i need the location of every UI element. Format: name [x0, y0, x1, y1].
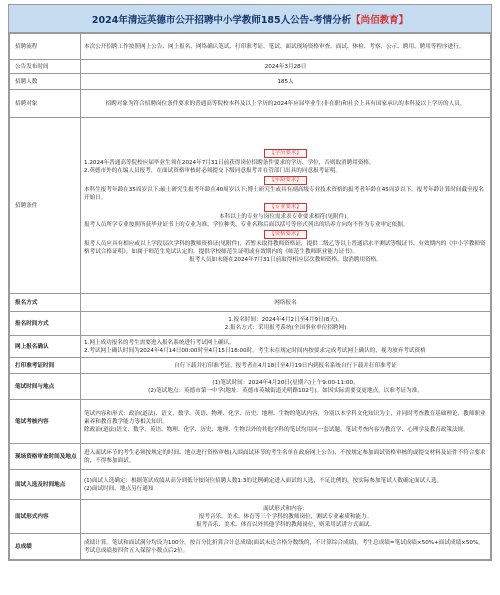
conditions-cell	[81, 118, 491, 294]
row-value: 185人	[81, 74, 491, 90]
paragraph: 面试形式和内容：	[263, 505, 308, 512]
row-label: 招聘条件	[10, 118, 81, 294]
section-heading: 【年龄要求】	[264, 176, 306, 185]
table-row	[10, 312, 491, 336]
interview-form-cell	[81, 500, 491, 534]
table-row	[10, 90, 491, 118]
page-title	[9, 5, 491, 33]
row-value: 成绩计算。笔试和面试满分均设为100分，按百分比折算合计总成绩(面试未达合格分数线的，不计算综合成绩)。考生总成绩=笔试成绩×50%+面试成绩×50%。考试总成绩按四舍五入保留小数点后2位。	[81, 534, 491, 560]
paragraph: 报考人员所学专业按照所获毕业证书上的专业为准，学位种类、专业名称后面以括号等形式列出的培养方向均不作为专业审定依据。	[84, 221, 409, 228]
info-table	[9, 33, 491, 560]
row-label: 招聘人数	[10, 74, 81, 90]
paragraph: 本科生报考年龄在35周岁以下;硕士研究生报考年龄在40周岁以下;博士研究生或具有副高级专业技术资格的报考者年龄在45周岁以下。报考年龄计算时间截至报名开始日。	[84, 186, 484, 201]
table-row	[10, 534, 491, 560]
table-row	[10, 336, 491, 358]
row-value: 笔试内容和形式：政治(道法)、语文、数学、英语、物理、化学、历史、地理、生物的笔试内容，分别以本学科文化知识为主，并同时考查教育基础理论、教师职业素养和教育教学能力等相关知识。 除政治(道法)语文、数学、英语、物理、化学、历史、地理、生物以外的其他学科的笔试均用同一套试题。笔试考查内容为教育学、心理学及教育政策法规。	[81, 400, 491, 444]
row-value: 1.网上成功报名的考生需要进入报名系统进行考试网上确认。 2.考试网上确认时间为2024年4月14日00:00时至4月15日18:00时。考生未在规定时间内按要求完成考试网上确认的，视为放弃考试资格	[81, 336, 491, 358]
row-value: 2024年3月28日	[81, 60, 491, 74]
section-heading: 【学历要求】	[264, 149, 306, 158]
table-row	[10, 470, 491, 500]
paragraph: 报考音乐、美术、体育等三个学科的教师岗位，测试专业素质和能力。	[198, 513, 373, 520]
table-row	[10, 60, 491, 74]
row-label: 报名方式	[10, 294, 81, 312]
row-label: 网上报名确认	[10, 336, 81, 358]
table-row	[10, 34, 491, 60]
row-label: 报名时间方式	[10, 312, 81, 336]
row-label: 现场资格审查时间及地点	[10, 444, 81, 470]
row-value: (1)笔试时间：2024年4月20日(星期六)上午9:00-11:00。 (2)笔试地点：英德市第一中学(地址：英德市英城街道光明路102号)。如因实际需要变更地点，以准考证为准。	[81, 374, 491, 400]
row-label: 面试形式内容	[10, 500, 81, 534]
table-row	[10, 74, 491, 90]
row-value: 进入面试环节的考生必须按规定的时间、地点进行资格审核(入围面试环节的考生名单在政府网上公告)，不按规定参加面试资格审核的或提交材料及证件不符合要求的，不得参加面试。	[81, 444, 491, 470]
row-value: 网络报名	[81, 294, 491, 312]
table-row	[10, 500, 491, 534]
section-heading: 【专业要求】	[264, 203, 306, 212]
row-label: 面试入选及时间地点	[10, 470, 81, 500]
row-value: 1.报名时间：2024年4月2日至4月9日(8天)。 2.报名方式：采用报考系统(全国事业单位招聘网)	[81, 312, 491, 336]
paragraph: 2.英德市外的在编人员报考，在面试资格审核时必须提交下级同意报考并在管部门出具的同意报考证明。	[84, 167, 342, 174]
table-row	[10, 400, 491, 444]
section-heading: 【资格要求】	[264, 230, 306, 239]
row-label: 公告发布时间	[10, 60, 81, 74]
row-value: 自行下载并打印准考证，报考者在4月18日至4月19日内到报名系统自行下载并打印准考证	[81, 358, 491, 374]
row-label: 招聘对象	[10, 90, 81, 118]
title-text: 2024年清远英德市公开招聘中小学教师185人公告-考情分析	[91, 14, 352, 26]
table-row	[10, 374, 491, 400]
paragraph: 报考人员如未能在2024年7月31日前取得相应层次教师资格，取消聘用资格。	[189, 256, 382, 263]
row-value: 招聘对象为符合招聘岗位条件要求的普通高等院校本科及以上学历的2024年应届毕业生(非在职)和社会上具有国家承认的本科及以上学历的人员。	[81, 90, 491, 118]
row-value: (1)面试人选确定：根据笔试成绩从高分到低分按岗位招聘人数1:3的比例确定进入面试的人选，不足比例的，按实际参加笔试人数确定面试人选。 (2)面试时间、地点另行通知	[81, 470, 491, 500]
row-label: 招聘流程	[10, 34, 81, 60]
title-brand: 【尚佰教育】	[351, 14, 409, 26]
row-label: 笔试时间与地点	[10, 374, 81, 400]
table-row	[10, 118, 491, 294]
paragraph: 报考人员应具有相应或以上学段层次学科的教师资格证(见附件)，若暂未取得教师资格证，提供二级乙等以上普通话水平测试等级证书、有效期内的《中小学教师资格考试合格证明》，如属于师范生免试认定的，提供学校师范生证明或有效期内的《师范生教师职业能力证书》。	[84, 240, 486, 255]
row-value: 本次公开招聘工作按照网上公告、网上报名、网络确认笔试、打印准考证、笔试、面试现场资格审查、面试、体检、考察、公示、聘用、聘用等程序进行。	[81, 34, 491, 60]
table-row	[10, 444, 491, 470]
row-label: 总成绩	[10, 534, 81, 560]
table-row	[10, 358, 491, 374]
paragraph: 本科以上的专业与岗位需求表专业要求相符(见附件)。	[218, 213, 353, 220]
paragraph: 1.2024年普通高等院校应届毕业生须在2024年7月31日前获得岗位招聘条件要求的学历、学位，否则取消聘用资格。	[84, 159, 375, 166]
row-label: 笔试考核内容	[10, 400, 81, 444]
paragraph: 报考音乐、美术、体育以外其他学科的教师岗位，则采用试讲方式面试。	[195, 521, 375, 528]
document	[8, 4, 492, 561]
row-label: 打印准考证时间	[10, 358, 81, 374]
table-row	[10, 294, 491, 312]
